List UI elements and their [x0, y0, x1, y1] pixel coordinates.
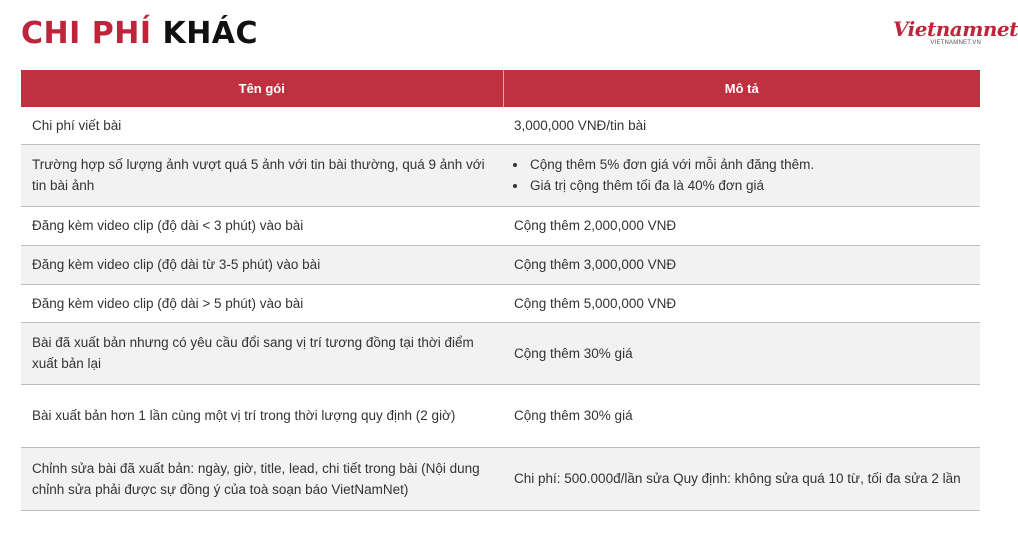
row-description: Cộng thêm 2,000,000 VNĐ: [503, 206, 980, 245]
vietnamnet-logo: [893, 17, 1018, 49]
row-description: Chi phí: 500.000đ/lần sửa Quy định: không sửa quá 10 từ, tối đa sửa 2 lần: [503, 447, 980, 510]
row-description: Cộng thêm 30% giá: [503, 322, 980, 384]
pricing-table: [21, 70, 980, 511]
row-name: Bài xuất bản hơn 1 lần cùng một vị trí trong thời lượng quy định (2 giờ): [21, 384, 503, 447]
table-row: [21, 322, 980, 384]
row-name: Bài đã xuất bản nhưng có yêu cầu đổi sang vị trí tương đồng tại thời điểm xuất bản lại: [21, 322, 503, 384]
row-description: Cộng thêm 30% giá: [503, 384, 980, 447]
column-header-description: Mô tả: [503, 70, 980, 107]
table-row: [21, 284, 980, 322]
row-description: 3,000,000 VNĐ/tin bài: [503, 107, 980, 144]
row-name: Đăng kèm video clip (độ dài < 3 phút) vào bài: [21, 206, 503, 245]
bullet-item: • Cộng thêm 5% đơn giá với mỗi ảnh đăng thêm.: [528, 154, 970, 175]
table-header-row: [21, 70, 980, 107]
row-name: Chi phí viết bài: [21, 107, 503, 144]
row-name: Trường hợp số lượng ảnh vượt quá 5 ảnh với tin bài thường, quá 9 ảnh với tin bài ảnh: [21, 144, 503, 206]
table-row: [21, 206, 980, 245]
table-row: [21, 144, 980, 206]
table-row: [21, 384, 980, 447]
page-title-red: CHI PHÍ: [21, 16, 152, 51]
row-description: Cộng thêm 3,000,000 VNĐ: [503, 245, 980, 284]
page-title-black: KHÁC: [162, 16, 259, 51]
table-row: [21, 107, 980, 144]
logo-subtext: VIETNAMNET.VN: [930, 40, 981, 46]
row-description: Cộng thêm 5,000,000 VNĐ: [503, 284, 980, 322]
row-description: [503, 144, 980, 206]
bullet-item: • Giá trị cộng thêm tối đa là 40% đơn giá: [528, 175, 970, 196]
table-row: [21, 245, 980, 284]
bullet-list: [514, 154, 970, 196]
table-row: [21, 447, 980, 510]
row-name: Đăng kèm video clip (độ dài > 5 phút) vào bài: [21, 284, 503, 322]
page-title: [21, 14, 258, 54]
column-header-name: Tên gói: [21, 70, 503, 107]
row-name: Chỉnh sửa bài đã xuất bản: ngày, giờ, title, lead, chi tiết trong bài (Nội dung chỉnh sửa phải được sự đồng ý của toà soạn báo VietNamNet): [21, 447, 503, 510]
logo-wordmark: Vietnamnet: [893, 17, 1018, 41]
row-name: Đăng kèm video clip (độ dài từ 3-5 phút) vào bài: [21, 245, 503, 284]
